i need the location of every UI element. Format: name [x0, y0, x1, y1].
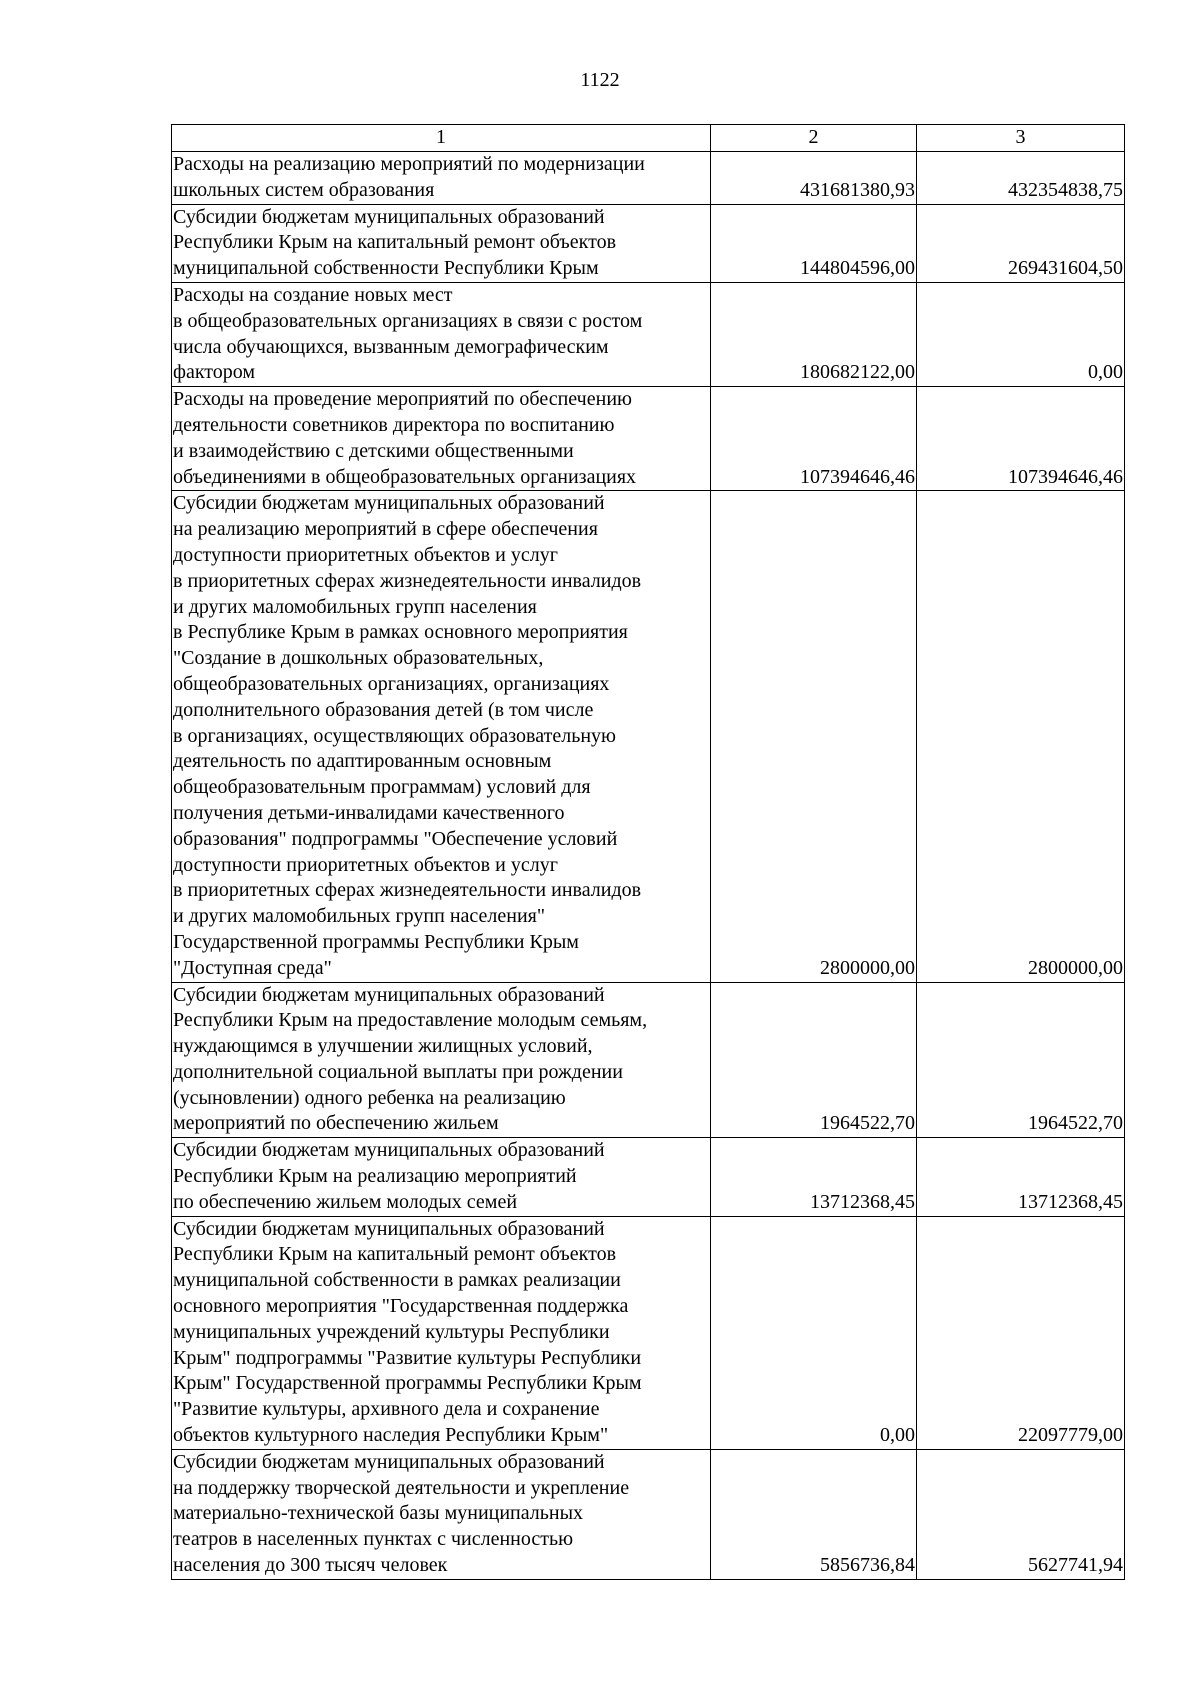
table-row: [172, 204, 1125, 282]
row-description: Расходы на проведение мероприятий по обеспечению деятельности советников директора по воспитанию и взаимодействию с детскими общественными объединениями в общеобразовательных организациях: [172, 387, 711, 491]
row-description: Субсидии бюджетам муниципальных образований Республики Крым на капитальный ремонт объектов муниципальной собственности в рамках реализации основного мероприятия "Государственная поддержка муниципальных учреждений культуры Республики Крым" подпрограммы "Развитие культуры Республики Крым" Государственной программы Республики Крым "Развитие культуры, архивного дела и сохранение объектов культурного наследия Республики Крым": [172, 1216, 711, 1449]
table-row: [172, 282, 1125, 386]
row-value-col3: 13712368,45: [917, 1138, 1125, 1216]
row-value-col2: 144804596,00: [711, 204, 917, 282]
row-value-col3: 0,00: [917, 282, 1125, 386]
row-description: Субсидии бюджетам муниципальных образований Республики Крым на предоставление молодым семьям, нуждающимся в улучшении жилищных условий, дополнительной социальной выплаты при рождении (усыновлении) одного ребенка на реализацию мероприятий по обеспечению жильем: [172, 982, 711, 1138]
row-value-col2: 13712368,45: [711, 1138, 917, 1216]
row-value-col2: 431681380,93: [711, 152, 917, 205]
row-description: Субсидии бюджетам муниципальных образований на реализацию мероприятий в сфере обеспечения доступности приоритетных объектов и услуг в приоритетных сферах жизнедеятельности инвалидов и других маломобильных групп населения в Республике Крым в рамках основного мероприятия "Создание в дошкольных образовательных, общеобразовательных организациях, организациях дополнительного образования детей (в том числе в организациях, осуществляющих образовательную деятельность по адаптированным основным общеобразовательным программам) условий для получения детьми-инвалидами качественного образования" подпрограммы "Обеспечение условий доступности приоритетных объектов и услуг в приоритетных сферах жизнедеятельности инвалидов и других маломобильных групп населения" Государственной программы Республики Крым "Доступная среда": [172, 491, 711, 982]
row-value-col3: 22097779,00: [917, 1216, 1125, 1449]
row-value-col3: 269431604,50: [917, 204, 1125, 282]
row-value-col2: 107394646,46: [711, 387, 917, 491]
table-row: [172, 982, 1125, 1138]
row-description: Расходы на создание новых мест в общеобразовательных организациях в связи с ростом числа обучающихся, вызванным демографическим фактором: [172, 282, 711, 386]
row-description: Субсидии бюджетам муниципальных образований Республики Крым на реализацию мероприятий по обеспечению жильем молодых семей: [172, 1138, 711, 1216]
row-description: Субсидии бюджетам муниципальных образований Республики Крым на капитальный ремонт объектов муниципальной собственности Республики Крым: [172, 204, 711, 282]
row-description: Расходы на реализацию мероприятий по модернизации школьных систем образования: [172, 152, 711, 205]
row-description: Субсидии бюджетам муниципальных образований на поддержку творческой деятельности и укрепление материально-технической базы муниципальных театров в населенных пунктах с численностью населения до 300 тысяч человек: [172, 1449, 711, 1579]
row-value-col3: 5627741,94: [917, 1449, 1125, 1579]
row-value-col2: 180682122,00: [711, 282, 917, 386]
row-value-col2: 5856736,84: [711, 1449, 917, 1579]
row-value-col3: 2800000,00: [917, 491, 1125, 982]
table-row: [172, 387, 1125, 491]
table-header-row: [172, 125, 1125, 152]
row-value-col2: 1964522,70: [711, 982, 917, 1138]
budget-table: [171, 124, 1125, 1580]
table-row: [172, 1138, 1125, 1216]
column-header-3: 3: [917, 125, 1125, 152]
row-value-col3: 1964522,70: [917, 982, 1125, 1138]
row-value-col3: 432354838,75: [917, 152, 1125, 205]
table-row: [172, 152, 1125, 205]
table-row: [172, 1449, 1125, 1579]
row-value-col3: 107394646,46: [917, 387, 1125, 491]
row-value-col2: 0,00: [711, 1216, 917, 1449]
table-row: [172, 1216, 1125, 1449]
column-header-1: 1: [172, 125, 711, 152]
column-header-2: 2: [711, 125, 917, 152]
table-row: [172, 491, 1125, 982]
row-value-col2: 2800000,00: [711, 491, 917, 982]
page-number: 1122: [580, 69, 620, 91]
